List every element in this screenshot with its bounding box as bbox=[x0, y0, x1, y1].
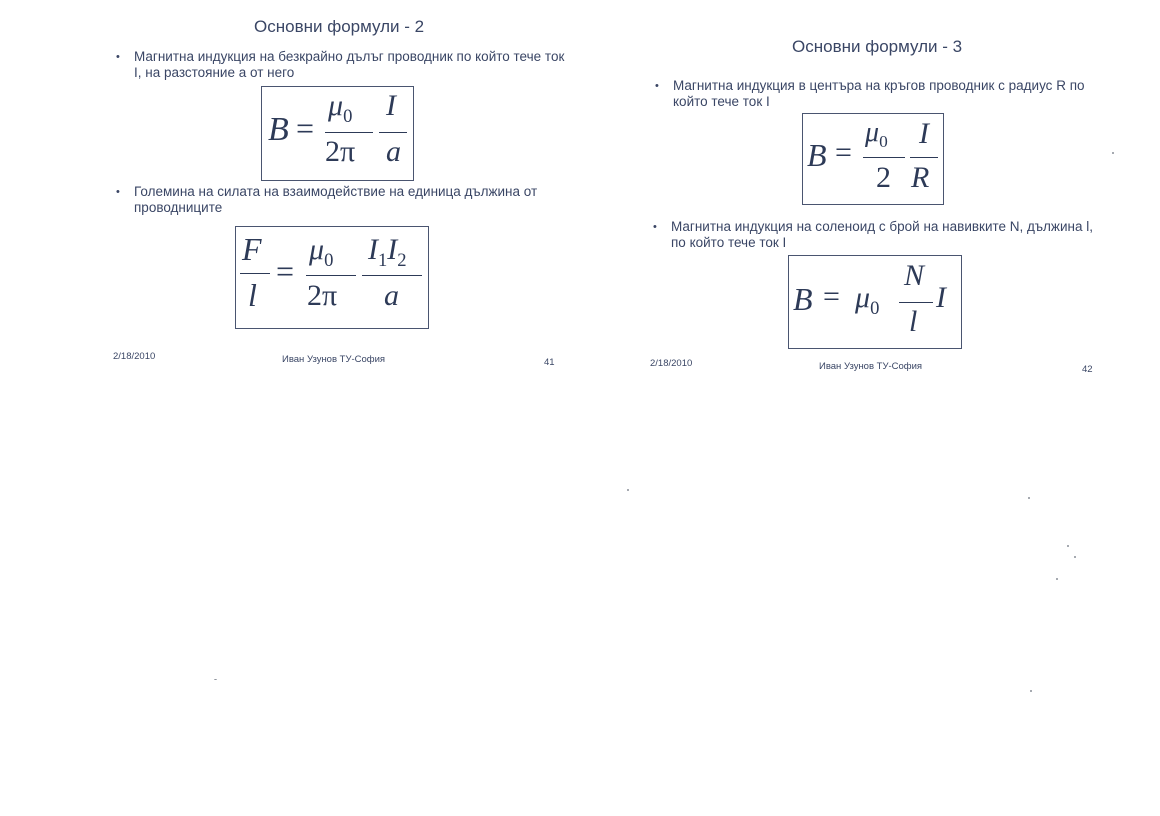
fraction-bar bbox=[362, 275, 422, 276]
fraction-bar bbox=[240, 273, 270, 274]
formula-box-force bbox=[235, 226, 429, 329]
formula-mu: $\mu_0$ bbox=[328, 89, 353, 127]
formula-box-b-wire bbox=[261, 86, 414, 181]
formula-eq: = bbox=[835, 136, 852, 169]
bullet-dot: • bbox=[653, 221, 657, 233]
bullet-dot: • bbox=[116, 51, 120, 63]
fraction-bar bbox=[306, 275, 356, 276]
formula-denominator: l bbox=[909, 305, 918, 338]
scan-speck bbox=[1074, 556, 1076, 558]
formula-denominator: a bbox=[386, 135, 401, 168]
scan-speck bbox=[1112, 152, 1114, 154]
bullet-dot: • bbox=[116, 186, 120, 198]
formula-eq: = bbox=[296, 110, 315, 146]
bullet-text: Магнитна индукция на соленоид с брой на навивките N, дължина l, по който тече ток I bbox=[671, 219, 1093, 250]
formula-numerator: F bbox=[242, 231, 262, 267]
formula-mu: $\mu_0$ bbox=[855, 281, 880, 319]
footer-page-number: 41 bbox=[544, 357, 555, 368]
formula-box-b-loop bbox=[802, 113, 944, 205]
fraction-bar bbox=[379, 132, 407, 133]
bullet-text: Големина на силата на взаимодействие на единица дължина от проводниците bbox=[134, 184, 538, 215]
formula-denominator: a bbox=[384, 279, 399, 312]
formula-lhs: B bbox=[807, 137, 827, 173]
bullet-item bbox=[655, 78, 1093, 110]
formula-box-b-solenoid bbox=[788, 255, 962, 349]
footer-author: Иван Узунов ТУ-София bbox=[282, 354, 386, 365]
formula-denominator: R bbox=[911, 161, 930, 194]
bullet-item bbox=[653, 219, 1111, 251]
scan-speck bbox=[214, 679, 217, 680]
formula-numerator: I bbox=[919, 117, 929, 150]
formula-mu: $\mu_0$ bbox=[865, 117, 888, 152]
fraction-bar bbox=[899, 302, 933, 303]
formula-lhs: B bbox=[268, 111, 289, 148]
scan-speck bbox=[1067, 545, 1069, 547]
formula-numerator: N bbox=[904, 259, 925, 292]
fraction-bar bbox=[910, 157, 938, 158]
formula-tail: I bbox=[936, 281, 946, 314]
bullet-dot: • bbox=[655, 80, 659, 92]
formula-denominator: 2 bbox=[876, 161, 891, 194]
scan-speck bbox=[1028, 497, 1030, 499]
formula-denominator: 2π bbox=[325, 135, 356, 168]
bullet-text: Магнитна индукция в центъра на кръгов проводник с радиус R по който тече ток I bbox=[673, 78, 1085, 109]
slide-42 bbox=[580, 0, 1160, 400]
scan-speck bbox=[627, 489, 629, 491]
footer-page-number: 42 bbox=[1082, 364, 1093, 375]
slide-41 bbox=[0, 0, 580, 400]
fraction-bar bbox=[863, 157, 905, 158]
formula-denominator: 2π bbox=[307, 279, 338, 312]
footer-date: 2/18/2010 bbox=[650, 358, 693, 369]
formula-eq: = bbox=[823, 280, 840, 313]
bullet-item bbox=[116, 184, 574, 216]
footer-date: 2/18/2010 bbox=[113, 351, 156, 362]
bullet-item bbox=[116, 49, 574, 81]
slide-title: Основни формули - 3 bbox=[792, 37, 963, 56]
formula-lhs: B bbox=[793, 281, 813, 317]
formula-numerator: I bbox=[386, 89, 396, 122]
formula-mu: $\mu_0$ bbox=[309, 233, 334, 271]
slide-title: Основни формули - 2 bbox=[254, 17, 425, 36]
fraction-bar bbox=[325, 132, 373, 133]
footer-author: Иван Узунов ТУ-София bbox=[819, 361, 923, 372]
bullet-text: Магнитна индукция на безкрайно дълъг проводник по който тече ток I, на разстояние a от него bbox=[134, 49, 565, 80]
formula-numerator: $I_1I_2$ bbox=[368, 233, 407, 271]
formula-eq: = bbox=[276, 253, 295, 289]
scan-speck bbox=[1056, 578, 1058, 580]
formula-denominator: l bbox=[248, 277, 257, 313]
scan-speck bbox=[1030, 690, 1032, 692]
